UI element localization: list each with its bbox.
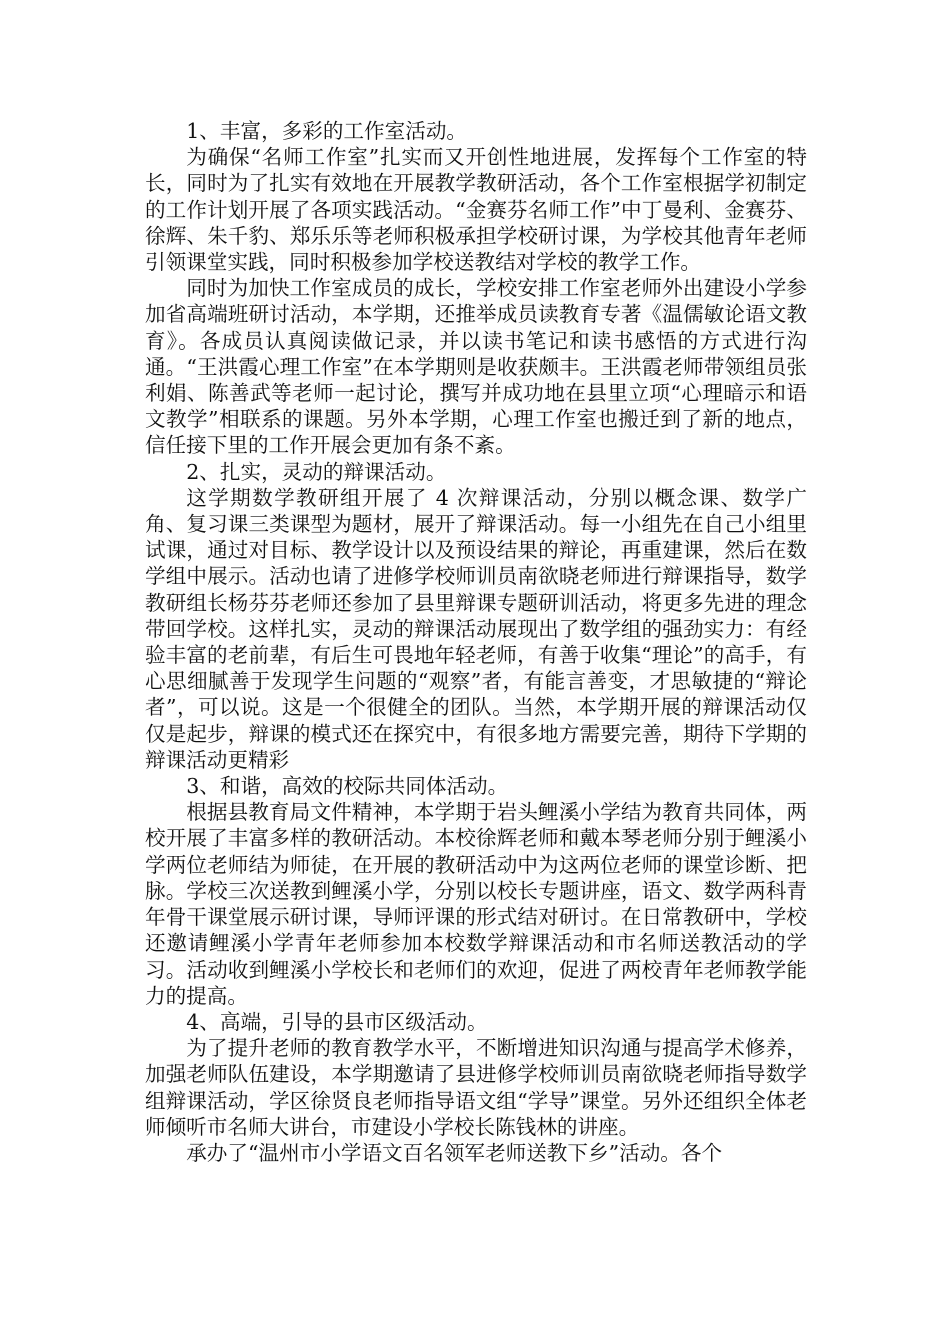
paragraph-hosted-event: 承办了“温州市小学语文百名领军老师送教下乡”活动。各个 (186, 1140, 723, 1165)
heading-1-workshop-activities: 1、丰富，多彩的工作室活动。 (186, 119, 468, 143)
paragraph-school-community: 根据县教育局文件精神，本学期于岩头鲤溪小学结为教育共同体，两校开展了丰富多样的教研活动。本校徐辉老师和戴本琴老师分别于鲤溪小学两位老师结为师徒，在开展的教研活动中为这两位老师的课堂诊断、把脉。学校三次送教到鲤溪小学，分别以校长专题讲座，语文、数学两科青年骨干课堂展示研讨课，导师评课的形式结对研讨。在日常教研中，学校还邀请鲤溪小学青年老师参加本校数学辩课活动和市名师送教活动的学习。活动收到鲤溪小学校长和老师们的欢迎，促进了两校青年老师教学能力的提高。 (145, 800, 807, 1008)
heading-2-debate-lessons: 2、扎实，灵动的辩课活动。 (186, 459, 447, 484)
heading-4-county-city-activities: 4、高端，引导的县市区级活动。 (186, 1009, 488, 1034)
paragraph-county-city-activities: 为了提升老师的教育教学水平，不断增进知识沟通与提高学术修养，加强老师队伍建设，本学期邀请了县进修学校师训员南欲晓老师指导数学组辩课活动，学区徐贤良老师指导语文组“学导”课堂。另外还组织全体老师倾听市名师大讲台，市建设小学校长陈钱林的讲座。 (145, 1036, 807, 1139)
paragraph-workshop-practice: 为确保“名师工作室”扎实而又开创性地进展，发挥每个工作室的特长，同时为了扎实有效地在开展教学教研活动，各个工作室根据学初制定的工作计划开展了各项实践活动。“金赛芬名师工作”中丁曼利、金赛芬、徐辉、朱千豹、郑乐乐等老师积极承担学校研讨课，为学校其他青年老师引领课堂实践，同时积极参加学校送教结对学校的教学工作。 (145, 145, 807, 275)
heading-3-school-community: 3、和谐，高效的校际共同体活动。 (186, 774, 509, 799)
document-page (145, 118, 807, 1166)
paragraph-debate-lessons: 这学期数学教研组开展了 4 次辩课活动，分别以概念课、数学广角、复习课三类课型为题材，展开了辩课活动。每一小组先在自己小组里试课，通过对目标、教学设计以及预设结果的辩论，再重建课，然后在数学组中展示。活动也请了进修学校师训员南欲晓老师进行辩课指导，数学教研组长杨芬芬老师还参加了县里辩课专题研训活动，将更多先进的理念带回学校。这样扎实，灵动的辩课活动展现出了数学组的强劲实力：有经验丰富的老前辈，有后生可畏地年轻老师，有善于收集“理论”的高手，有心思细腻善于发现学生问题的“观察”者，有能言善变，才思敏捷的“辩论者”，可以说。这是一个很健全的团队。当然，本学期开展的辩课活动仅仅是起步，辩课的模式还在探究中，有很多地方需要完善，期待下学期的辩课活动更精彩 (145, 485, 807, 772)
paragraph-workshop-growth: 同时为加快工作室成员的成长，学校安排工作室老师外出建设小学参加省高端班研讨活动，本学期，还推举成员读教育专著《温儒敏论语文教育》。各成员认真阅读做记录，并以读书笔记和读书感悟的方式进行沟通。“王洪霞心理工作室”在本学期则是收获颇丰。王洪霞老师带领组员张利娟、陈善武等老师一起讨论，撰写并成功地在县里立项“心理暗示和语文教学”相联系的课题。另外本学期，心理工作室也搬迁到了新的地点，信任接下里的工作开展会更加有条不紊。 (145, 276, 807, 458)
